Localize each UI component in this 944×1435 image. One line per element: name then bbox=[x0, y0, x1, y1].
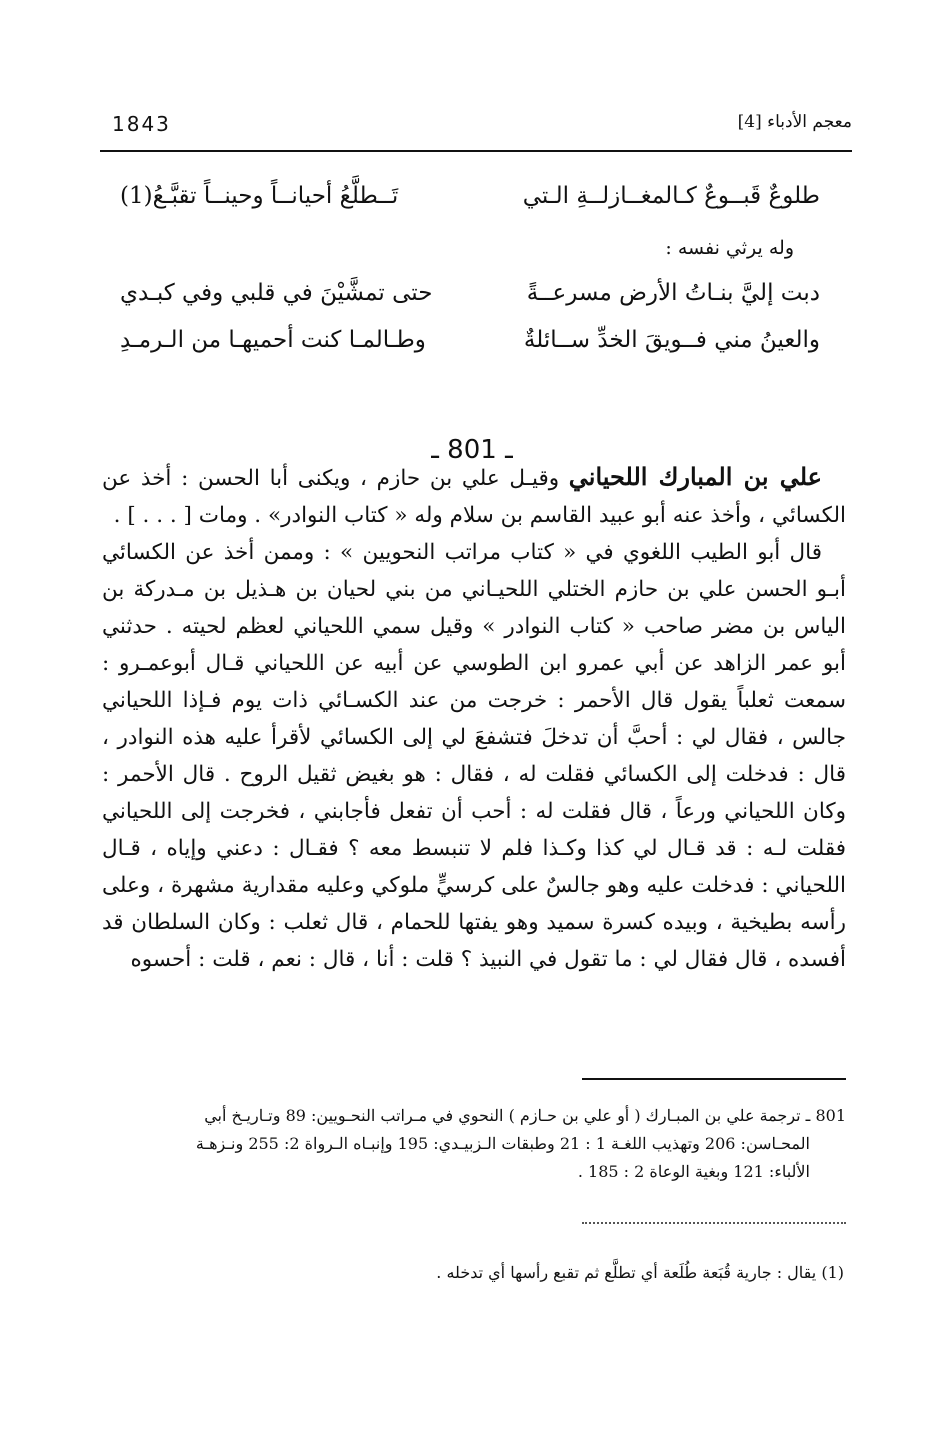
elegy-second-hemistich: حتى تمشَّيْنَ في قلبي وفي كبـدي bbox=[120, 280, 433, 306]
entry-paragraph: قال أبو الطيب اللغوي في « كتاب مراتب النحويين » : وممن أخذ عن الكسائي أبـو الحسن علي بن حازم الختلي اللحيـاني من بني لحيان بن هـذيل بن مـدركة بن الياس بن مضر صاحب « كتاب النوادر » وقيل سمي اللحياني لعظم لحيته . حدثني أبو عمر الزاهد عن أبي عمرو ابن الطوسي عن أبيه عن اللحياني قـال أبوعمـرو : سمعت ثعلباً يقول قال الأحمر : خرجت من عند الكسـائي ذات يوم فـإذا اللحياني جالس ، فقال لي : أحبَّ أن تدخلَ فتشفعَ لي إلى الكسائي لأقرأ عليه هذه النوادر ، قال : فدخلت إلى الكسائي فقلت له ، فقال : هو بغيض ثقيل الروح . قال الأحمر : وكان اللحياني ورعاً ، قال فقلت له : أحب أن تفعل فأجابني ، فخرجت إلى اللحياني فقلت لـه : قد قـال لي كذا وكـذا فلم لا تنبسط معه ؟ فقـال : دعني وإياه ، قـال اللحياني : فدخلت عليه وهو جالسٌ على كرسيٍّ ملوكي وعليه مقدارية مشهرة ، وعلى رأسه بطيخية ، وبيده كسرة سميد وهو يفتها للحمام ، قال ثعلب : وكان السلطان قد أفسده ، قال فقال لي : ما تقول في النبيذ ؟ قلت : أنا ، قال : نعم ، قلت : أحسوه bbox=[102, 540, 846, 972]
page-number: 1843 bbox=[112, 112, 171, 136]
entry-opening-text: وقيـل علي بن حازم ، ويكنى أبا الحسن : أخذ عن الكسائي ، وأخذ عنه أبو عبيد القاسم بن سلام وله « كتاب النوادر» . ومات [ . . . ] . bbox=[102, 466, 846, 528]
footnote-line: الألباء: 121 وبغية الوعاة 2 : 185 . bbox=[577, 1162, 810, 1181]
elegy-first-hemistich: دبت إليَّ بنـاتُ الأرض مسرعــةً bbox=[526, 280, 820, 306]
entry-body bbox=[102, 458, 846, 978]
entry-number: ـ 801 ـ bbox=[431, 435, 513, 465]
verse-first-hemistich: طلوعٌ قَبــوعٌ كـالمغــازلــةِ الـتي bbox=[522, 183, 820, 209]
elegy-first-hemistich: والعينُ مني فــويقَ الخدِّ ســائلةٌ bbox=[523, 327, 820, 353]
footnote-line: 801 ـ ترجمة علي بن المبـارك ( أو علي بن حـازم ) النحوي في مـراتب النحـويين: 89 وتـاريـخ أبي bbox=[204, 1106, 846, 1125]
dotted-separator bbox=[582, 1222, 846, 1224]
footnote-rule bbox=[582, 1078, 846, 1080]
elegy-second-hemistich: وطـالمـا كنت أحميهـا من الـرمـدِ bbox=[120, 327, 426, 353]
page-header bbox=[100, 112, 852, 152]
verse-second-hemistich: تَــطلَّعُ أحيانــاً وحينــاً تقبَّـعُ(1) bbox=[120, 183, 399, 209]
entry-subject-name: علي بن المبارك اللحياني bbox=[568, 462, 822, 491]
footnote-line: المحـاسن: 206 وتهذيب اللغـة 1 : 21 وطبقات الـزبيـدي: 195 وإنبـاه الـرواة 2: 255 ونـزهـة bbox=[195, 1134, 810, 1153]
running-title: معجم الأدباء [4] bbox=[737, 112, 852, 132]
elegy-intro: وله يرثي نفسه : bbox=[665, 237, 794, 259]
elegy-verse bbox=[120, 280, 820, 330]
elegy-verse bbox=[120, 327, 820, 377]
entry-opening-paragraph bbox=[102, 458, 846, 534]
gloss-footnote: (1) يقال : جارية قُبَعة طُلَعة أي تطلَّع ثم تقبع رأسها أي تدخله . bbox=[436, 1263, 844, 1282]
biography-footnote bbox=[102, 1102, 846, 1186]
header-rule bbox=[100, 150, 852, 152]
verse-line bbox=[120, 183, 820, 233]
